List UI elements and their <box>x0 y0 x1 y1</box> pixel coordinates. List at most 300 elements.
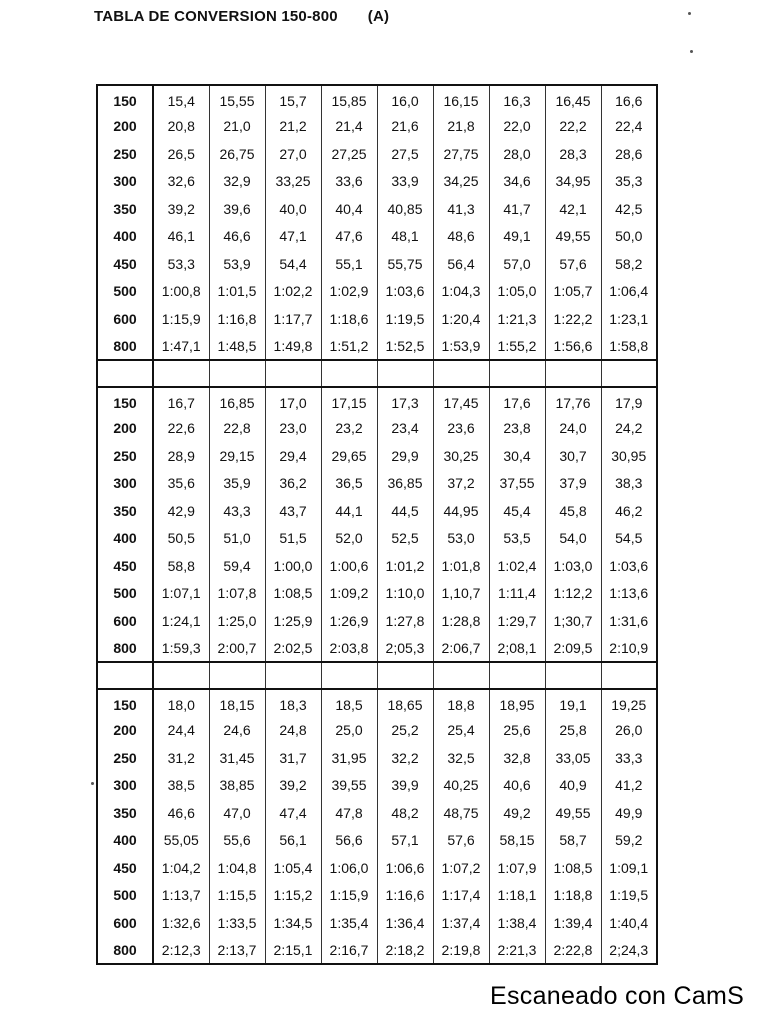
time-cell: 39,2 <box>153 195 209 223</box>
distance-label: 250 <box>97 442 153 470</box>
time-cell: 1:01,2 <box>377 552 433 580</box>
time-cell: 17,15 <box>321 387 377 415</box>
time-cell: 47,8 <box>321 799 377 827</box>
table-row <box>97 882 657 910</box>
distance-label: 800 <box>97 635 153 663</box>
time-cell: 18,8 <box>433 689 489 717</box>
time-cell: 26,5 <box>153 140 209 168</box>
time-cell: 48,75 <box>433 799 489 827</box>
time-cell: 2:19,8 <box>433 937 489 965</box>
time-cell: 28,0 <box>489 140 545 168</box>
time-cell: 1:53,9 <box>433 333 489 361</box>
time-cell: 16,45 <box>545 85 601 113</box>
time-cell: 1:18,8 <box>545 882 601 910</box>
distance-label: 500 <box>97 580 153 608</box>
time-cell: 17,0 <box>265 387 321 415</box>
time-cell: 16,0 <box>377 85 433 113</box>
time-cell: 33,6 <box>321 168 377 196</box>
time-cell: 23,2 <box>321 415 377 443</box>
time-cell: 1:58,8 <box>601 333 657 361</box>
time-cell: 23,0 <box>265 415 321 443</box>
time-cell: 17,9 <box>601 387 657 415</box>
time-cell: 22,6 <box>153 415 209 443</box>
time-cell: 37,9 <box>545 470 601 498</box>
time-cell: 57,6 <box>433 827 489 855</box>
time-cell: 33,25 <box>265 168 321 196</box>
time-cell: 1:29,7 <box>489 607 545 635</box>
time-cell: 15,7 <box>265 85 321 113</box>
table-row <box>97 827 657 855</box>
time-cell: 1:49,8 <box>265 333 321 361</box>
table-row <box>97 442 657 470</box>
time-cell: 40,9 <box>545 772 601 800</box>
time-cell: 55,6 <box>209 827 265 855</box>
time-cell: 34,95 <box>545 168 601 196</box>
time-cell: 18,65 <box>377 689 433 717</box>
distance-label: 600 <box>97 909 153 937</box>
distance-label: 350 <box>97 497 153 525</box>
time-cell: 1:23,1 <box>601 305 657 333</box>
table-row <box>97 525 657 553</box>
time-cell: 39,55 <box>321 772 377 800</box>
separator-cell <box>545 662 601 689</box>
separator-cell <box>545 360 601 387</box>
time-cell: 44,5 <box>377 497 433 525</box>
separator-cell <box>321 662 377 689</box>
distance-label: 450 <box>97 854 153 882</box>
time-cell: 1:10,0 <box>377 580 433 608</box>
time-cell: 1:15,5 <box>209 882 265 910</box>
time-cell: 27,5 <box>377 140 433 168</box>
time-cell: 58,8 <box>153 552 209 580</box>
time-cell: 40,85 <box>377 195 433 223</box>
time-cell: 54,0 <box>545 525 601 553</box>
table-row <box>97 744 657 772</box>
time-cell: 28,9 <box>153 442 209 470</box>
time-cell: 1:33,5 <box>209 909 265 937</box>
time-cell: 54,5 <box>601 525 657 553</box>
time-cell: 25,4 <box>433 717 489 745</box>
table-row <box>97 497 657 525</box>
time-cell: 48,6 <box>433 223 489 251</box>
time-cell: 17,3 <box>377 387 433 415</box>
scan-speck <box>688 12 691 15</box>
time-cell: 27,75 <box>433 140 489 168</box>
time-cell: 17,6 <box>489 387 545 415</box>
scan-speck <box>690 50 693 53</box>
time-cell: 15,55 <box>209 85 265 113</box>
time-cell: 1:07,8 <box>209 580 265 608</box>
time-cell: 24,2 <box>601 415 657 443</box>
time-cell: 25,8 <box>545 717 601 745</box>
separator-cell <box>433 360 489 387</box>
time-cell: 21,6 <box>377 113 433 141</box>
time-cell: 57,1 <box>377 827 433 855</box>
time-cell: 1;30,7 <box>545 607 601 635</box>
time-cell: 1:19,5 <box>377 305 433 333</box>
separator-cell <box>153 662 209 689</box>
time-cell: 16,3 <box>489 85 545 113</box>
time-cell: 32,6 <box>153 168 209 196</box>
time-cell: 17,45 <box>433 387 489 415</box>
time-cell: 1:34,5 <box>265 909 321 937</box>
time-cell: 1:22,2 <box>545 305 601 333</box>
time-cell: 1:04,2 <box>153 854 209 882</box>
separator-cell <box>97 360 153 387</box>
time-cell: 42,5 <box>601 195 657 223</box>
table-row <box>97 333 657 361</box>
time-cell: 1:03,6 <box>601 552 657 580</box>
distance-label: 250 <box>97 140 153 168</box>
separator-cell <box>209 360 265 387</box>
time-cell: 15,4 <box>153 85 209 113</box>
table-row <box>97 799 657 827</box>
time-cell: 35,3 <box>601 168 657 196</box>
table-row <box>97 140 657 168</box>
time-cell: 1:27,8 <box>377 607 433 635</box>
time-cell: 1:17,4 <box>433 882 489 910</box>
time-cell: 40,0 <box>265 195 321 223</box>
time-cell: 1:07,2 <box>433 854 489 882</box>
time-cell: 41,2 <box>601 772 657 800</box>
time-cell: 1:02,9 <box>321 278 377 306</box>
title-variant: (A) <box>367 8 390 25</box>
time-cell: 2:02,5 <box>265 635 321 663</box>
table-row <box>97 305 657 333</box>
time-cell: 43,7 <box>265 497 321 525</box>
time-cell: 1:38,4 <box>489 909 545 937</box>
table-row <box>97 85 657 113</box>
time-cell: 20,8 <box>153 113 209 141</box>
time-cell: 35,9 <box>209 470 265 498</box>
time-cell: 49,2 <box>489 799 545 827</box>
time-cell: 47,0 <box>209 799 265 827</box>
time-cell: 1:36,4 <box>377 909 433 937</box>
separator-cell <box>321 360 377 387</box>
time-cell: 1:02,4 <box>489 552 545 580</box>
time-cell: 1:08,5 <box>545 854 601 882</box>
time-cell: 21,0 <box>209 113 265 141</box>
separator-cell <box>489 662 545 689</box>
time-cell: 2:16,7 <box>321 937 377 965</box>
distance-label: 800 <box>97 333 153 361</box>
time-cell: 30,25 <box>433 442 489 470</box>
table-row <box>97 607 657 635</box>
time-cell: 1:06,6 <box>377 854 433 882</box>
time-cell: 49,55 <box>545 799 601 827</box>
table-row <box>97 113 657 141</box>
time-cell: 55,75 <box>377 250 433 278</box>
separator-cell <box>489 360 545 387</box>
separator-cell <box>97 662 153 689</box>
time-cell: 16,7 <box>153 387 209 415</box>
time-cell: 24,8 <box>265 717 321 745</box>
time-cell: 1:18,1 <box>489 882 545 910</box>
table-row <box>97 635 657 663</box>
table-row <box>97 278 657 306</box>
distance-label: 350 <box>97 195 153 223</box>
time-cell: 33,9 <box>377 168 433 196</box>
time-cell: 51,5 <box>265 525 321 553</box>
time-cell: 59,2 <box>601 827 657 855</box>
time-cell: 32,5 <box>433 744 489 772</box>
time-cell: 2:03,8 <box>321 635 377 663</box>
time-cell: 55,05 <box>153 827 209 855</box>
time-cell: 21,4 <box>321 113 377 141</box>
table-row <box>97 580 657 608</box>
time-cell: 49,9 <box>601 799 657 827</box>
time-cell: 22,0 <box>489 113 545 141</box>
time-cell: 2;05,3 <box>377 635 433 663</box>
time-cell: 36,5 <box>321 470 377 498</box>
time-cell: 39,6 <box>209 195 265 223</box>
distance-label: 200 <box>97 113 153 141</box>
time-cell: 1:15,9 <box>153 305 209 333</box>
separator-cell <box>265 360 321 387</box>
time-cell: 41,7 <box>489 195 545 223</box>
table-row <box>97 689 657 717</box>
time-cell: 2;08,1 <box>489 635 545 663</box>
time-cell: 1:15,2 <box>265 882 321 910</box>
time-cell: 1:17,7 <box>265 305 321 333</box>
section-separator <box>97 662 657 689</box>
time-cell: 23,6 <box>433 415 489 443</box>
time-cell: 1:09,2 <box>321 580 377 608</box>
time-cell: 30,95 <box>601 442 657 470</box>
time-cell: 1:03,0 <box>545 552 601 580</box>
section-separator <box>97 360 657 387</box>
scanner-watermark: Escaneado con CamS <box>490 982 745 1010</box>
time-cell: 55,1 <box>321 250 377 278</box>
time-cell: 15,85 <box>321 85 377 113</box>
time-cell: 53,5 <box>489 525 545 553</box>
time-cell: 1:02,2 <box>265 278 321 306</box>
time-cell: 1:01,8 <box>433 552 489 580</box>
time-cell: 1:52,5 <box>377 333 433 361</box>
time-cell: 1:13,7 <box>153 882 209 910</box>
time-cell: 1:59,3 <box>153 635 209 663</box>
time-cell: 30,7 <box>545 442 601 470</box>
distance-label: 400 <box>97 525 153 553</box>
table-row <box>97 168 657 196</box>
table-row <box>97 552 657 580</box>
time-cell: 56,4 <box>433 250 489 278</box>
time-cell: 23,8 <box>489 415 545 443</box>
time-cell: 28,6 <box>601 140 657 168</box>
distance-label: 600 <box>97 607 153 635</box>
time-cell: 1:09,1 <box>601 854 657 882</box>
time-cell: 34,25 <box>433 168 489 196</box>
time-cell: 1:26,9 <box>321 607 377 635</box>
time-cell: 52,0 <box>321 525 377 553</box>
scan-speck <box>91 782 94 785</box>
title-text: TABLA DE CONVERSION 150-800 <box>94 8 338 25</box>
time-cell: 30,4 <box>489 442 545 470</box>
distance-label: 800 <box>97 937 153 965</box>
time-cell: 18,5 <box>321 689 377 717</box>
time-cell: 16,6 <box>601 85 657 113</box>
conversion-table-body <box>97 85 657 964</box>
time-cell: 2;24,3 <box>601 937 657 965</box>
conversion-table <box>96 84 658 965</box>
time-cell: 1:31,6 <box>601 607 657 635</box>
time-cell: 1:37,4 <box>433 909 489 937</box>
time-cell: 47,4 <box>265 799 321 827</box>
time-cell: 58,7 <box>545 827 601 855</box>
time-cell: 42,9 <box>153 497 209 525</box>
time-cell: 1:55,2 <box>489 333 545 361</box>
time-cell: 38,85 <box>209 772 265 800</box>
time-cell: 18,0 <box>153 689 209 717</box>
time-cell: 21,2 <box>265 113 321 141</box>
time-cell: 45,8 <box>545 497 601 525</box>
time-cell: 18,3 <box>265 689 321 717</box>
time-cell: 2:12,3 <box>153 937 209 965</box>
time-cell: 37,2 <box>433 470 489 498</box>
time-cell: 58,15 <box>489 827 545 855</box>
time-cell: 2:15,1 <box>265 937 321 965</box>
time-cell: 1:11,4 <box>489 580 545 608</box>
time-cell: 24,0 <box>545 415 601 443</box>
time-cell: 44,1 <box>321 497 377 525</box>
time-cell: 22,8 <box>209 415 265 443</box>
time-cell: 1:04,8 <box>209 854 265 882</box>
time-cell: 1,10,7 <box>433 580 489 608</box>
time-cell: 21,8 <box>433 113 489 141</box>
table-row <box>97 909 657 937</box>
distance-label: 150 <box>97 689 153 717</box>
time-cell: 52,5 <box>377 525 433 553</box>
time-cell: 38,5 <box>153 772 209 800</box>
time-cell: 29,15 <box>209 442 265 470</box>
separator-cell <box>377 360 433 387</box>
time-cell: 29,4 <box>265 442 321 470</box>
time-cell: 50,0 <box>601 223 657 251</box>
time-cell: 28,3 <box>545 140 601 168</box>
time-cell: 1:25,0 <box>209 607 265 635</box>
time-cell: 54,4 <box>265 250 321 278</box>
time-cell: 31,2 <box>153 744 209 772</box>
time-cell: 56,1 <box>265 827 321 855</box>
time-cell: 1:32,6 <box>153 909 209 937</box>
separator-cell <box>377 662 433 689</box>
time-cell: 31,7 <box>265 744 321 772</box>
time-cell: 1:48,5 <box>209 333 265 361</box>
time-cell: 35,6 <box>153 470 209 498</box>
time-cell: 27,25 <box>321 140 377 168</box>
page-title <box>94 8 389 25</box>
time-cell: 29,65 <box>321 442 377 470</box>
time-cell: 2:00,7 <box>209 635 265 663</box>
distance-label: 300 <box>97 470 153 498</box>
time-cell: 18,95 <box>489 689 545 717</box>
time-cell: 48,1 <box>377 223 433 251</box>
time-cell: 43,3 <box>209 497 265 525</box>
distance-label: 300 <box>97 772 153 800</box>
time-cell: 1:07,9 <box>489 854 545 882</box>
time-cell: 1:51,2 <box>321 333 377 361</box>
separator-cell <box>153 360 209 387</box>
time-cell: 48,2 <box>377 799 433 827</box>
time-cell: 29,9 <box>377 442 433 470</box>
time-cell: 26,0 <box>601 717 657 745</box>
time-cell: 45,4 <box>489 497 545 525</box>
time-cell: 1:04,3 <box>433 278 489 306</box>
time-cell: 46,6 <box>153 799 209 827</box>
time-cell: 1:06,4 <box>601 278 657 306</box>
time-cell: 39,9 <box>377 772 433 800</box>
time-cell: 22,2 <box>545 113 601 141</box>
time-cell: 1:07,1 <box>153 580 209 608</box>
time-cell: 31,45 <box>209 744 265 772</box>
time-cell: 1:19,5 <box>601 882 657 910</box>
time-cell: 18,15 <box>209 689 265 717</box>
table-row <box>97 250 657 278</box>
time-cell: 1:20,4 <box>433 305 489 333</box>
time-cell: 27,0 <box>265 140 321 168</box>
time-cell: 1:35,4 <box>321 909 377 937</box>
time-cell: 1:00,8 <box>153 278 209 306</box>
time-cell: 47,1 <box>265 223 321 251</box>
time-cell: 1:06,0 <box>321 854 377 882</box>
time-cell: 1:00,6 <box>321 552 377 580</box>
time-cell: 36,2 <box>265 470 321 498</box>
time-cell: 1:05,4 <box>265 854 321 882</box>
time-cell: 1:05,0 <box>489 278 545 306</box>
time-cell: 1:16,8 <box>209 305 265 333</box>
time-cell: 34,6 <box>489 168 545 196</box>
time-cell: 23,4 <box>377 415 433 443</box>
time-cell: 25,6 <box>489 717 545 745</box>
time-cell: 1:03,6 <box>377 278 433 306</box>
distance-label: 200 <box>97 717 153 745</box>
table-row <box>97 470 657 498</box>
time-cell: 1:56,6 <box>545 333 601 361</box>
time-cell: 24,4 <box>153 717 209 745</box>
time-cell: 40,4 <box>321 195 377 223</box>
time-cell: 1:13,6 <box>601 580 657 608</box>
time-cell: 44,95 <box>433 497 489 525</box>
distance-label: 500 <box>97 882 153 910</box>
time-cell: 19,1 <box>545 689 601 717</box>
time-cell: 1:40,4 <box>601 909 657 937</box>
separator-cell <box>601 360 657 387</box>
distance-label: 350 <box>97 799 153 827</box>
time-cell: 53,0 <box>433 525 489 553</box>
distance-label: 400 <box>97 223 153 251</box>
time-cell: 58,2 <box>601 250 657 278</box>
time-cell: 26,75 <box>209 140 265 168</box>
table-row <box>97 772 657 800</box>
time-cell: 2:18,2 <box>377 937 433 965</box>
time-cell: 1:47,1 <box>153 333 209 361</box>
time-cell: 41,3 <box>433 195 489 223</box>
table-row <box>97 223 657 251</box>
time-cell: 2:21,3 <box>489 937 545 965</box>
separator-cell <box>433 662 489 689</box>
separator-cell <box>601 662 657 689</box>
time-cell: 57,0 <box>489 250 545 278</box>
time-cell: 1:39,4 <box>545 909 601 937</box>
time-cell: 2:09,5 <box>545 635 601 663</box>
time-cell: 19,25 <box>601 689 657 717</box>
time-cell: 33,05 <box>545 744 601 772</box>
time-cell: 1:16,6 <box>377 882 433 910</box>
separator-cell <box>209 662 265 689</box>
table-row <box>97 854 657 882</box>
distance-label: 150 <box>97 387 153 415</box>
distance-label: 600 <box>97 305 153 333</box>
